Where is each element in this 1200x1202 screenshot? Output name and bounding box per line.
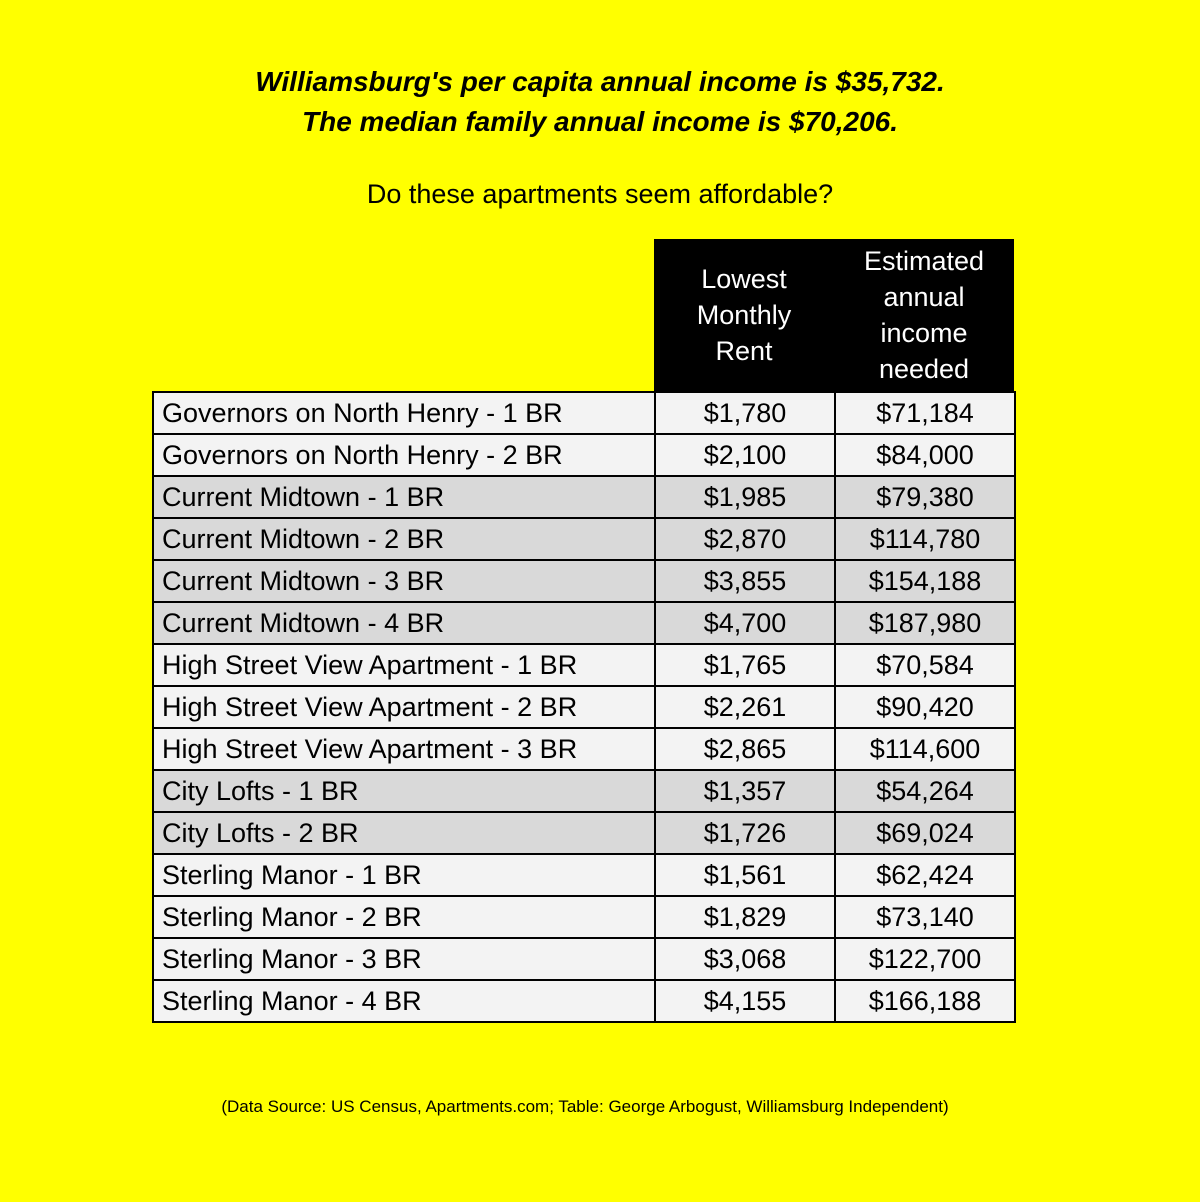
income-needed-cell: $90,420 [835, 686, 1015, 728]
table-row [153, 728, 1015, 770]
header-rent [654, 239, 834, 391]
monthly-rent-cell: $1,561 [655, 854, 835, 896]
income-needed-cell: $70,584 [835, 644, 1015, 686]
question-text: Do these apartments seem affordable? [366, 179, 834, 209]
table-row [153, 896, 1015, 938]
income-needed-cell: $166,188 [835, 980, 1015, 1022]
income-needed-cell: $54,264 [835, 770, 1015, 812]
apartment-name-cell: Sterling Manor - 1 BR [153, 854, 655, 896]
apartment-name-cell: Governors on North Henry - 1 BR [153, 392, 655, 434]
table-row [153, 602, 1015, 644]
header-income-line: Estimated [863, 246, 985, 276]
income-needed-cell: $84,000 [835, 434, 1015, 476]
monthly-rent-cell: $1,357 [655, 770, 835, 812]
header-income [834, 239, 1014, 391]
table-row [153, 938, 1015, 980]
header-rent-line: Lowest [701, 264, 787, 294]
monthly-rent-cell: $2,865 [655, 728, 835, 770]
monthly-rent-cell: $1,765 [655, 644, 835, 686]
table-body [152, 391, 1016, 1023]
table-row [153, 560, 1015, 602]
header-rent-line: Rent [715, 336, 773, 366]
table-row [153, 812, 1015, 854]
apartment-name-cell: High Street View Apartment - 2 BR [153, 686, 655, 728]
source-note: (Data Source: US Census, Apartments.com; Table: George Arbogust, Williamsburg Independent) [221, 1097, 949, 1116]
income-needed-cell: $114,780 [835, 518, 1015, 560]
table-row [153, 980, 1015, 1022]
income-needed-cell: $154,188 [835, 560, 1015, 602]
income-needed-cell: $187,980 [835, 602, 1015, 644]
apartment-name-cell: Current Midtown - 4 BR [153, 602, 655, 644]
income-needed-cell: $62,424 [835, 854, 1015, 896]
monthly-rent-cell: $1,985 [655, 476, 835, 518]
apartment-name-cell: Sterling Manor - 3 BR [153, 938, 655, 980]
apartment-name-cell: City Lofts - 1 BR [153, 770, 655, 812]
table-row [153, 770, 1015, 812]
apartment-name-cell: City Lofts - 2 BR [153, 812, 655, 854]
apartment-name-cell: Sterling Manor - 2 BR [153, 896, 655, 938]
monthly-rent-cell: $3,068 [655, 938, 835, 980]
table-row [153, 476, 1015, 518]
header-income-line: income [880, 318, 968, 348]
apartment-name-cell: Governors on North Henry - 2 BR [153, 434, 655, 476]
header-rent-line: Monthly [696, 300, 792, 330]
monthly-rent-cell: $2,870 [655, 518, 835, 560]
header-income-line: annual [883, 282, 965, 312]
monthly-rent-cell: $2,100 [655, 434, 835, 476]
headline-line-2: The median family annual income is $70,206. [301, 106, 898, 137]
monthly-rent-cell: $1,726 [655, 812, 835, 854]
monthly-rent-cell: $3,855 [655, 560, 835, 602]
monthly-rent-cell: $2,261 [655, 686, 835, 728]
table-row [153, 518, 1015, 560]
income-needed-cell: $69,024 [835, 812, 1015, 854]
income-needed-cell: $114,600 [835, 728, 1015, 770]
apartment-name-cell: Sterling Manor - 4 BR [153, 980, 655, 1022]
monthly-rent-cell: $1,780 [655, 392, 835, 434]
rent-table [152, 239, 1016, 1023]
table-header-row [152, 239, 1016, 391]
apartment-name-cell: Current Midtown - 2 BR [153, 518, 655, 560]
monthly-rent-cell: $4,700 [655, 602, 835, 644]
monthly-rent-cell: $1,829 [655, 896, 835, 938]
header-blank-cell [152, 239, 654, 391]
table-row [153, 854, 1015, 896]
income-needed-cell: $122,700 [835, 938, 1015, 980]
header-income-line: needed [878, 354, 970, 384]
apartment-name-cell: Current Midtown - 1 BR [153, 476, 655, 518]
headline-line-1: Williamsburg's per capita annual income is $35,732. [255, 66, 945, 97]
income-needed-cell: $73,140 [835, 896, 1015, 938]
table-row [153, 686, 1015, 728]
apartment-name-cell: High Street View Apartment - 3 BR [153, 728, 655, 770]
table-row [153, 434, 1015, 476]
table-row [153, 644, 1015, 686]
apartment-name-cell: Current Midtown - 3 BR [153, 560, 655, 602]
table-row [153, 392, 1015, 434]
apartment-name-cell: High Street View Apartment - 1 BR [153, 644, 655, 686]
income-needed-cell: $71,184 [835, 392, 1015, 434]
headline [0, 62, 1200, 142]
monthly-rent-cell: $4,155 [655, 980, 835, 1022]
income-needed-cell: $79,380 [835, 476, 1015, 518]
